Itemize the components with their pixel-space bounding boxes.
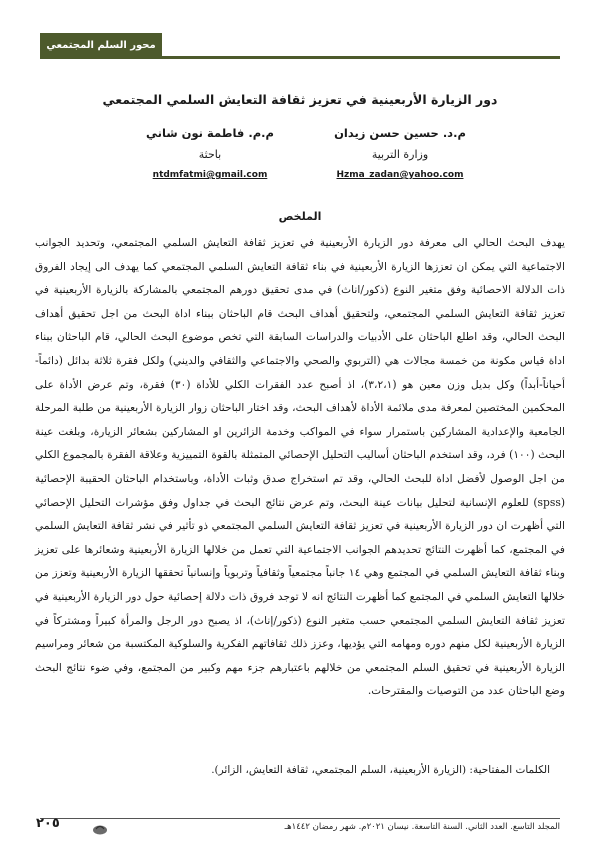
- keywords: الكلمات المفتاحية: (الزيارة الأربعينية، السلم المجتمعي، ثقافة التعايش، الزائر).: [211, 764, 550, 776]
- author-affiliation: باحثة: [198, 148, 222, 161]
- header-divider: [40, 56, 560, 59]
- author-affiliation: وزارة التربية: [371, 148, 429, 161]
- paper-title: دور الزيارة الأربعينية في تعزيز ثقافة التعايش السلمي المجتمعي: [102, 92, 498, 107]
- abstract-heading: الملخص: [278, 210, 322, 223]
- author-email[interactable]: Hzma_zadan@yahoo.com: [336, 170, 464, 180]
- author-block-2: [110, 126, 310, 180]
- section-label: محور السلم المجتمعي: [40, 33, 162, 58]
- author-email[interactable]: ntdmfatmi@gmail.com: [152, 170, 268, 180]
- abstract-body: يهدف البحث الحالي الى معرفة دور الزيارة الأربعينية في تعزيز ثقافة التعايش السلمي المجتمعي، وتحديد الجوانب الاجتماعية التي يمكن ان تعززها الزيارة الأربعينية في بناء ثقافة التعايش السلمي المجتمعي كما يهدف الى إيجاد الفروق ذات الدلالة الاحصائية وفق متغير النوع (ذكور/اناث) في مدى تحقيق دورهم المجتمعي بالمشاركة بالزيارة الأربعينية في تعزيز ثقافة التعايش السلمي المجتمعي، ولتحقيق أهداف البحث قام الباحثان ببناء اداة البحث من اجل تحقيق أهداف البحث الحالي، وقد اطلع الباحثان على الأدبيات والدراسات السابقة التي تخص موضوع البحث الحالي، قام الباحثان ببناء اداة قياس مكونة من خمسة مجالات هي (التربوي والصحي والاجتماعي والثقافي والديني) ولكل فقرة ثلاثة بدائل (دائماً-أحياناً-أبداً) وكل بديل وزن معين هو (٣،٢،١)، اذ أصبح عدد الفقرات الكلي للأداة (٣٠) فقرة، وتم عرض الأداة على المحكمين المختصين لمعرفة مدى ملائمة الأداة لأهداف البحث، وقد اختار الباحثان زوار الزيارة الأربعينية من طلبة المرحلة الجامعية والإعدادية المشاركين باستمرار سواء في المواكب وخدمة الزائرين او المشاركين بشعائر الزيارة، وبلغت عينة البحث (١٠٠) فرد، وقد استخدم الباحثان أساليب التحليل الإحصائي المتمثلة بالقوة التمييزية وعلاقة الفقرة بالمجموع الكلي من اجل الوصول لأفضل اداة للبحث الحالي، وقد تم استخراج صدق وثبات الأداة، وباستخدام الباحثان الحقيبة الإحصائية (spss) للعلوم الإنسانية لتحليل بيانات عينة البحث، وتم عرض نتائج البحث في جداول وفق مؤشرات التحليل الإحصائي التي أظهرت ان دور الزيارة الأربعينية في تعزيز ثقافة التعايش السلمي المجتمعي ذو تأثير في نشر ثقافة التعايش السلمي في المجتمع، كما أظهرت النتائج تحديدهم الجوانب الاجتماعية التي تعمل من خلالها الزيارة الأربعينية وشعائرها على تعزيز وبناء ثقافة التعايش السلمي في المجتمع وهي ١٤ جانباً مجتمعياً وثقافياً وتربوياً وإنسانياً تحققها الزيارة الأربعينية وتعزز من خلالها التعايش السلمي في المجتمع كما أظهرت النتائج انه لا توجد فروق ذات دلالة إحصائية حول دور الزيارة الأربعينية في تعزيز ثقافة التعايش السلمي المجتمعي حسب متغير النوع (ذكور/إناث)، اذ يصبح دور الرجل والمرأة كبيراً ومشتركاً في الزيارة الأربعينية لكل منهم دوره ومهامه التي يؤديها، وعزز ذلك ثقافاتهم الفكرية والسلوكية المكتسبة من شعائر ومراسيم الزيارة الأربعينية في تحقيق السلم المجتمعي من خلالهم باعتبارهم جزء مهم وكبير من المجتمع، وفي ضوء نتائج البحث وضع الباحثان عدد من التوصيات والمقترحات.: [35, 236, 566, 698]
- author-name: م.م. فاطمة نون شاني: [146, 126, 274, 140]
- page-number: ٢٠٥: [36, 816, 60, 831]
- author-name: م.د. حسين حسن زيدان: [334, 126, 466, 140]
- journal-info: المجلد التاسع. العدد الثاني. السنة التاسعة. نيسان ٢٠٢١م. شهر رمضان ١٤٤٢هـ: [284, 822, 560, 832]
- footer-divider: [40, 818, 560, 819]
- author-block-1: [300, 126, 500, 180]
